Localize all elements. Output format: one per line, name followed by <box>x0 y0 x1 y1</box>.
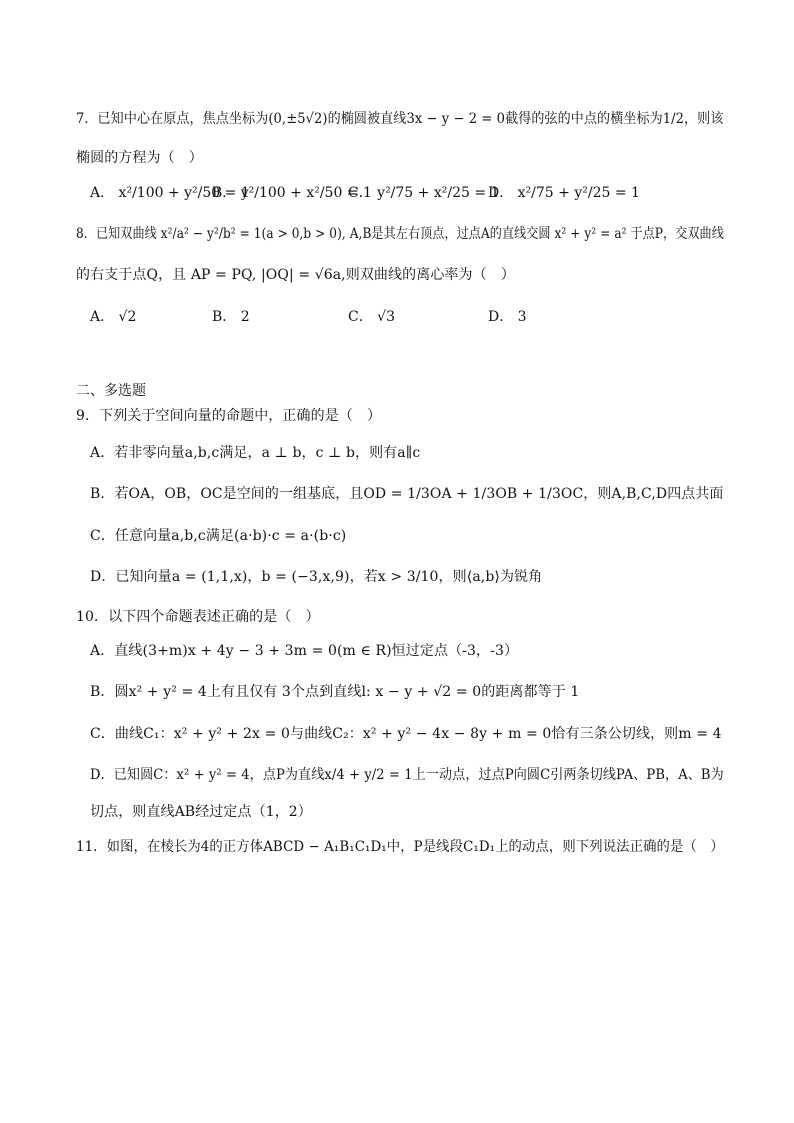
q8-option-a: A． √2 <box>90 309 137 325</box>
q10-option-b: B．圆x² + y² = 4上有且仅有 3个点到直线l: x − y + √2 = 0的距离都等于 1 <box>90 684 580 700</box>
q9-option-d: D．已知向量a = (1,1,x)，b = (−3,x,9)，若x > 3/10，则⟨a,b⟩为锐角 <box>90 569 543 585</box>
section-title-multiple-choice: 二、多选题 <box>76 383 146 399</box>
q9-stem: 9．下列关于空间向量的命题中，正确的是（ ） <box>76 408 382 424</box>
q7-option-a: A． x²/100 + y²/50 = 1 <box>90 185 250 201</box>
q10-option-c: C．曲线C₁：x² + y² + 2x = 0与曲线C₂：x² + y² − 4x − 8y + m = 0恰有三条公切线，则m = 4 <box>90 726 722 742</box>
q7-line1: 7．已知中心在原点，焦点坐标为(0,±5√2)的椭圆被直线3x − y − 2 = 0截得的弦的中点的横坐标为1/2，则该 <box>76 111 724 127</box>
q7-line2: 椭圆的方程为（ ） <box>76 150 203 166</box>
q9-option-c: C．任意向量a,b,c满足(a·b)·c = a·(b·c) <box>90 528 347 544</box>
q7-option-d: D． x²/75 + y²/25 = 1 <box>488 185 640 201</box>
q10-option-d-line2: 切点，则直线AB经过定点（1，2） <box>90 804 312 820</box>
q7-option-c: C． y²/75 + x²/25 = 1 <box>348 185 500 201</box>
q9-option-b: B．若OA，OB，OC是空间的一组基底，且OD = 1/3OA + 1/3OB + 1/3OC，则A,B,C,D四点共面 <box>90 486 724 502</box>
q8-option-c: C． √3 <box>348 309 395 325</box>
q8-option-d: D． 3 <box>488 309 527 325</box>
q9-option-a: A．若非零向量a,b,c满足，a ⊥ b，c ⊥ b，则有a∥c <box>90 445 421 461</box>
q8-line2: 的右支于点Q，且 AP = PQ, |OQ| = √6a,则双曲线的离心率为（ ） <box>76 267 515 283</box>
q11-stem: 11．如图，在棱长为4的正方体ABCD − A₁B₁C₁D₁中，P是线段C₁D₁上的动点，则下列说法正确的是（ ） <box>76 839 724 855</box>
q8-line1: 8．已知双曲线 x²/a² − y²/b² = 1(a > 0,b > 0), A,B是其左右顶点，过点A的直线交圆 x² + y² = a² 于点P，交双曲线 <box>76 226 724 242</box>
q8-option-b: B． 2 <box>212 309 250 325</box>
q7-option-b: B． y²/100 + x²/50 = 1 <box>212 185 372 201</box>
q10-option-d-line1: D．已知圆C：x² + y² = 4，点P为直线x/4 + y/2 = 1上一动点，过点P向圆C引两条切线PA、PB，A、B为 <box>90 767 724 783</box>
q10-option-a: A．直线(3+m)x + 4y − 3 + 3m = 0(m ∈ R)恒过定点（-3，-3） <box>90 643 519 659</box>
q10-stem: 10．以下四个命题表述正确的是（ ） <box>76 609 320 625</box>
